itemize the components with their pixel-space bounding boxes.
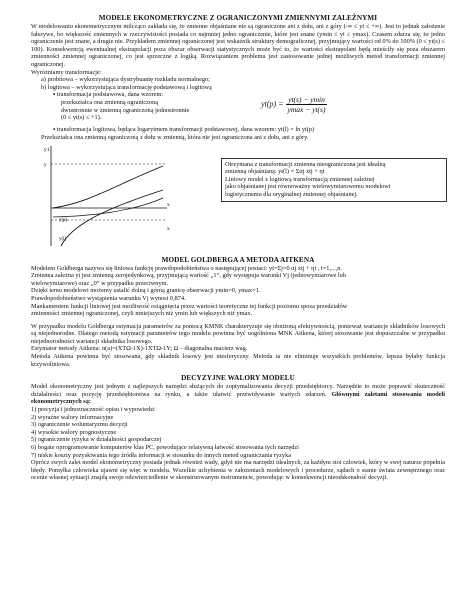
- basic-transform-line-1: ▪ transformacja podstawowa, dana wzorem:: [53, 91, 164, 99]
- decision-intro: [31, 383, 445, 406]
- goldberg-line-6: Mankamentem funkcji liniowej jest możliwość osiągnięcia przez wartości teoretyczne tej funkcji poziomu spoza przedziałów: [31, 302, 348, 310]
- box-line-3: Liniowy model z logitową transformacją zmiennej zależnej: [225, 175, 375, 183]
- goldberg-line-5: Prawdopodobieństwo wystąpienia warunku Vj wynosi 0,874.: [31, 294, 186, 302]
- transform-diagram: [31, 142, 176, 252]
- aitken-estimator: Estymator metody Aitkena: α(a)=(XTΩ-1X)-1XTΩ-1Y; Ω – diagonalna macierz wag.: [31, 345, 248, 353]
- label-y: y: [44, 161, 47, 168]
- basic-transform-block: [31, 91, 445, 123]
- basic-transform-formula: [261, 95, 327, 114]
- transform-type-a: a) probitowa – wykorzystująca dystrybuantę rozkładu normalnego;: [41, 76, 210, 84]
- decision-bold-lead: Głównymi zaletami stosowania modeli ekonometrycznych są:: [31, 390, 445, 406]
- formula-lhs: yt(p) =: [261, 99, 284, 109]
- figure-row: [31, 142, 445, 252]
- decision-intro-text: Model ekonometryczny jest jednym z najlepszych narzędzi służących do zoptymalizowania decyzji przedsiębiorcy. Narzędzie to może poprawić skuteczność działalności oraz pozycję przedsiębiorstwa na rynku, a także ułatwić przewidywanie wartych zdarzeń.: [31, 383, 445, 398]
- goldberg-line-7: zmienności zmiennej ograniczonej, czyli mniejszych niż ymin lub większych niż ymax.: [31, 310, 253, 318]
- advantage-item-4: 4) wysokie walory prognostyczne: [31, 428, 117, 436]
- box-line-1: Otrzymana z transformacji zmienna nieograniczona jest idealną: [225, 160, 386, 168]
- section1-intro: W modelowaniu ekonometrycznym milcząco zakłada się, że zmienne objaśniane nie są ograniczone ani z dołu, ani z góry (-∞ ≤ yt ≤ +∞). Jest to jednak założenie fałszywe, bo większość zmiennych w rzeczywistości posiada co najmniej jedno ograniczenie, które jest znane (ymin ≤ yt ≤ ymax). Czasem zdarza się, że jedno ograniczenie jest znane, a drugie nie. Przykładem zmiennej ograniczonej jest wskaźnik struktury demograficznej, przyjmujący wartości od 0% do 100% (0 ≤ yt(s) ≤ 100). Konsekwencją ewentualnej ekstrapolacji poza obszar obserwacji statystycznych może być to, że wartości ekstrapolant będą mieściły się poza obszarem zmienności zmiennej ograniczonej, co jest sprzeczne z logiką. Rozwiązaniem problemu jest zastosowanie jednej możliwych metod transformacji zmiennej ograniczonej.: [31, 23, 445, 68]
- logit-transform-cont: Przekształca ona zmienną ograniczoną z dołu w zmienną, która nie jest ograniczona ani z dołu, ani z góry.: [41, 133, 309, 141]
- box-line-4: jako objaśnianej jest równoważny wielowymiarowemu modelowi: [225, 183, 391, 191]
- goldberg-line-1: Modelem Goldberga nazywa się liniowa funkcję prawdopodobieństwa o następującej postaci: yt=Σj=0 αj xtj + ηt , t=1,...,n.: [31, 264, 342, 272]
- transform-types-label: Wyróżniamy transformacje:: [31, 68, 102, 76]
- advantage-item-3: 3) ograniczenie woluntaryzmu decyzji: [31, 421, 128, 429]
- decision-closing: Oprócz swych zalet model ekonometryczny posiada jednak również wady, gdyż nie ma narzędzi idealnych, za każdym stoi człowiek, który w swej naturze popełnia błędy. Pomyłka człowieka ujawni się więc w modelu. Wszelkie uchybienia w założeniach modelowych i procedurze, sądach o stanie świata zewnętrznego oraz ocenie własnej sytuacji znajdą swoje odzwierciedlenie w skonstruowanym instrumencie, powodując w konsekwencji nieodskonałość decyzji.: [31, 459, 445, 482]
- logit-info-box: [221, 158, 447, 202]
- label-yp: y(p): [59, 217, 68, 223]
- box-line-2: zmienną objaśnianą: yt(l) = Σαj xtj + ηt: [225, 168, 325, 176]
- section-title-1: MODELE EKONOMETRYCZNE Z OGRANICZONYMI ZMIENNYMI ZALEŻNYMI: [98, 14, 378, 22]
- aitken-para: Metoda Aitkena powinna być stosowana, gdy składnik losowy jest niesferyczny. Metoda ta nie eliminuje wszystkich problemów, lepsza byłaby funkcja krzywoliniowa.: [31, 353, 445, 368]
- basic-transform-line-2: przekształca ona zmienną ograniczoną: [61, 98, 159, 106]
- advantage-item-6: 6) bogate oprogramowanie komputerów klas PC, powodujące relatywną łatwość stosowania tych narzędzi: [31, 444, 299, 451]
- goldberg-line-3: wielowymiarowe) oraz „0” w przypadku przeciwnym.: [31, 279, 169, 287]
- basic-curve: [53, 198, 163, 217]
- goldberg-para-2: W przypadku modelu Goldberga estymacja parametrów za pomocą KMNK charakteryzuje się obniżoną efektywnością, ponieważ wariancje składników losowych są niejednorodne. Dlatego metodą estymacji parametrów tego modelu powinna być uogólniona MNK Aitkena, której stosowanie jest dopuszczalne w przypadku niejednorodności wariancji składnika losowego.: [31, 322, 445, 345]
- goldberg-line-4: Dzięki temu modelowi możemy ustalić dolną i górną granicę obserwacji ymin=0, ymax=1.: [31, 287, 261, 295]
- section-title-3: DECYZYJNE WALORY MODELU: [181, 374, 295, 383]
- advantage-item-5: 5) ograniczenie ryzyka w działalności gospodarczej: [31, 436, 162, 444]
- logit-curve: [61, 190, 163, 246]
- basic-transform-line-3: dwustronnie w zmienną ograniczoną jednostronnie: [61, 106, 190, 114]
- transform-type-b: b) logitowa – wykorzystująca transformację podstawową i logitową: [41, 83, 212, 91]
- formula-denominator: ymax − yt(s): [287, 105, 326, 115]
- box-line-5: logistycznemu dla oryginalnej zmiennej objaśnianej.: [225, 190, 358, 198]
- label-x-lower: x: [167, 225, 170, 232]
- original-curve: [53, 166, 163, 208]
- advantage-item-1: 1) precyzja i jednoznaczność opisu i wypowiedzi: [31, 406, 155, 414]
- goldberg-line-2: Zmienna zależna yt jest zmienną zerojedynkową, przyjmującą wartość „1”, gdy występuja warunki Vj (jednowymiarowe lub: [31, 272, 346, 280]
- basic-transform-line-4: (0 ≤ yt(s) ≤ +1).: [61, 114, 102, 122]
- label-y1: y1: [44, 146, 50, 153]
- advantage-item-7: 7) niskie koszty pozyskiwania tego źródła informacji w stosunku do innych metod ograniczania ryzyka: [31, 451, 292, 459]
- logit-transform-line: ▪ transformacja logitowa, będąca logarytmem transformacji podstawowej, dana wzorem: yt(l) = ln yt(p): [53, 126, 315, 134]
- label-x-upper: x: [167, 201, 170, 208]
- section-title-2: MODEL GOLDBERGA A METODA AITKENA: [161, 255, 315, 264]
- formula-numerator: yt(s) − ymin: [286, 95, 328, 105]
- formula-fraction: [286, 95, 328, 114]
- label-yl: y(l): [59, 236, 67, 242]
- document-page: [31, 14, 445, 482]
- advantage-item-2: 2) wyraźne walory informacyjne: [31, 413, 114, 421]
